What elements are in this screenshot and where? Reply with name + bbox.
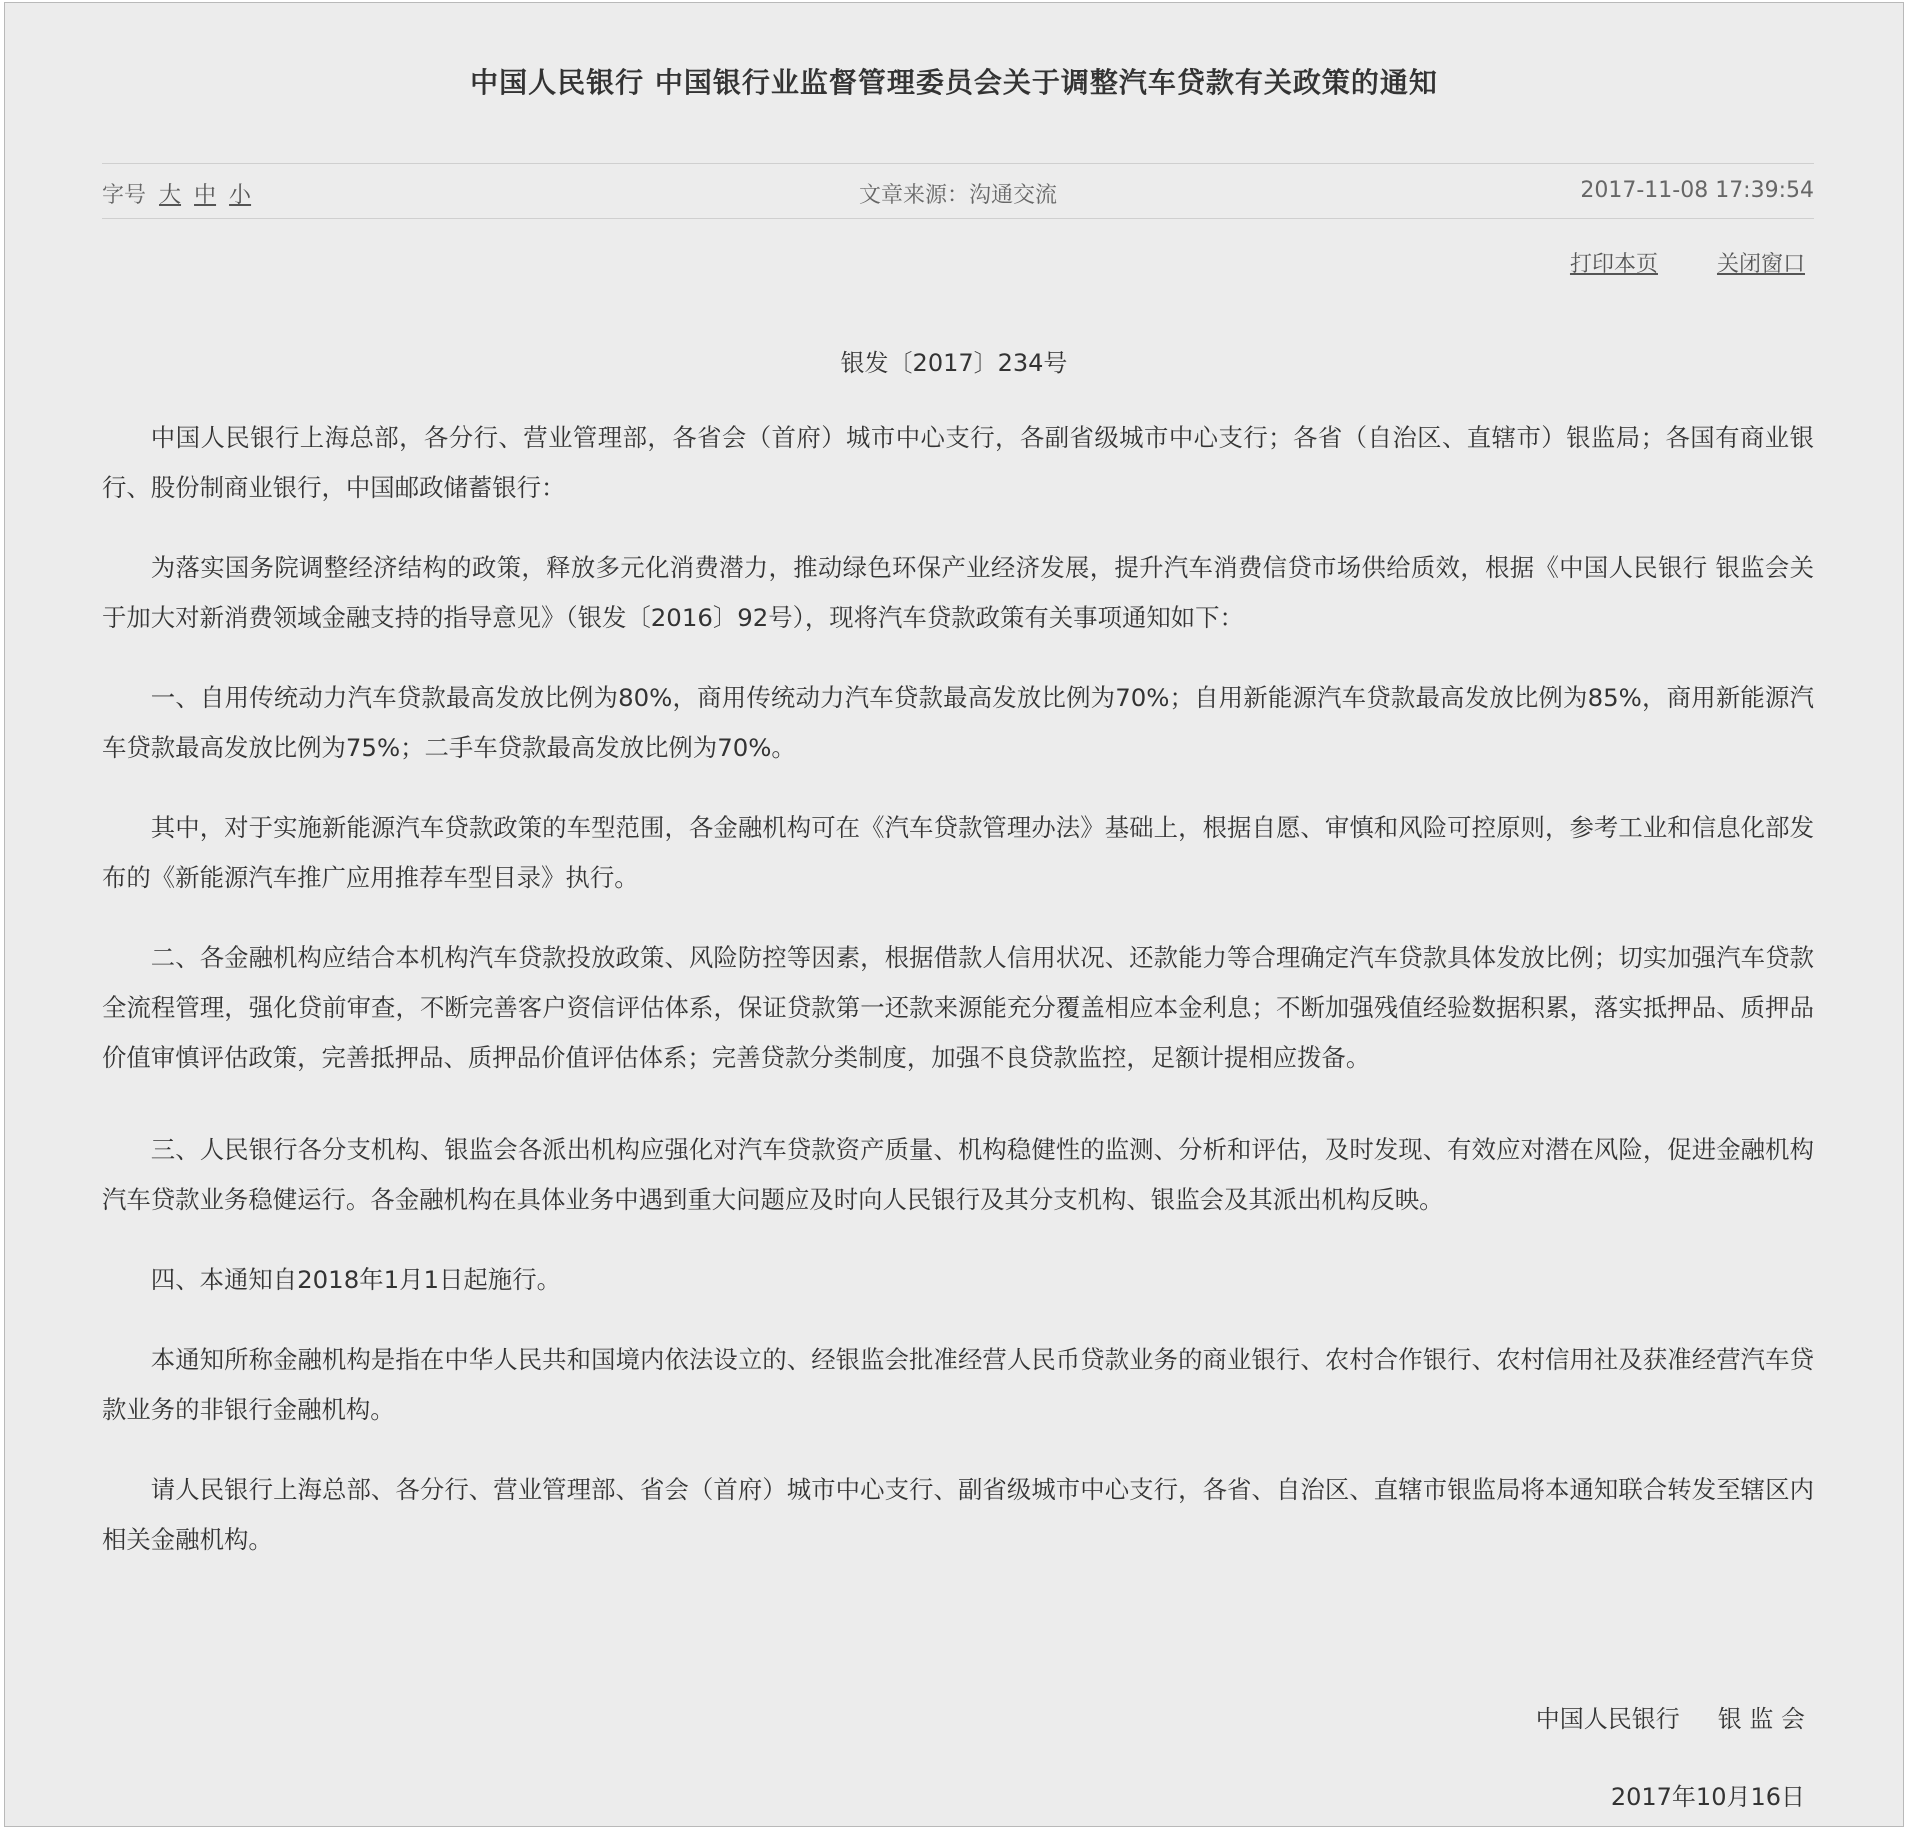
paragraph-item-4: 四、本通知自2018年1月1日起施行。 — [150, 1265, 561, 1294]
paragraph-item-3: 三、人民银行各分支机构、银监会各派出机构应强化对汽车贷款资产质量、机构稳健性的监测、分析和评估，及时发现、有效应对潜在风险，促进金融机构汽车贷款业务稳健运行。各金融机构在具体业务中遇到重大问题应及时向人民银行及其分支机构、银监会及其派出机构反映。 — [102, 1135, 1814, 1214]
paragraph-item-1-scope: 其中，对于实施新能源汽车贷款政策的车型范围，各金融机构可在《汽车贷款管理办法》基础上，根据自愿、审慎和风险可控原则，参考工业和信息化部发布的《新能源汽车推广应用推荐车型目录》执行。 — [102, 813, 1814, 892]
signer-pboc: 中国人民银行 — [1535, 1705, 1680, 1733]
publish-timestamp: 2017-11-08 17:39:54 — [1580, 178, 1814, 203]
article-body — [102, 413, 1814, 1595]
paragraph-item-2: 二、各金融机构应结合本机构汽车贷款投放政策、风险防控等因素，根据借款人信用状况、还款能力等合理确定汽车贷款具体发放比例；切实加强汽车贷款全流程管理，强化贷前审查，不断完善客户资信评估体系，保证贷款第一还款来源能充分覆盖相应本金利息；不断加强残值经验数据积累，落实抵押品、质押品价值审慎评估政策，完善抵押品、质押品价值评估体系；完善贷款分类制度，加强不良贷款监控，足额计提相应拨备。 — [102, 943, 1814, 1072]
article-panel — [4, 2, 1904, 1827]
paragraph-forwarding: 请人民银行上海总部、各分行、营业管理部、省会（首府）城市中心支行、副省级城市中心支行，各省、自治区、直辖市银监局将本通知联合转发至辖区内相关金融机构。 — [102, 1475, 1814, 1554]
signer-cbrc: 银 监 会 — [1717, 1705, 1805, 1733]
close-window-link[interactable]: 关闭窗口 — [1716, 252, 1805, 277]
paragraph-item-1: 一、自用传统动力汽车贷款最高发放比例为80%，商用传统动力汽车贷款最高发放比例为70%；自用新能源汽车贷款最高发放比例为85%，商用新能源汽车贷款最高发放比例为75%；二手车贷款最高发放比例为70%。 — [102, 683, 1814, 762]
print-page-link[interactable]: 打印本页 — [1569, 252, 1658, 277]
signer-line — [1536, 1699, 1805, 1734]
font-size-label: 字号 — [102, 183, 147, 208]
paragraph-addressees: 中国人民银行上海总部，各分行、营业管理部，各省会（首府）城市中心支行，各副省级城市中心支行；各省（自治区、直辖市）银监局；各国有商业银行、股份制商业银行，中国邮政储蓄银行： — [102, 423, 1814, 502]
paragraph-definition: 本通知所称金融机构是指在中华人民共和国境内依法设立的、经银监会批准经营人民币贷款业务的商业银行、农村合作银行、农村信用社及获准经营汽车贷款业务的非银行金融机构。 — [102, 1345, 1814, 1424]
signature-date: 2017年10月16日 — [1610, 1783, 1805, 1811]
article-title: 中国人民银行 中国银行业监督管理委员会关于调整汽车贷款有关政策的通知 — [470, 66, 1438, 99]
font-size-large-link[interactable]: 大 — [159, 183, 182, 208]
document-number: 银发〔2017〕234号 — [840, 349, 1068, 377]
paragraph-preamble: 为落实国务院调整经济结构的政策，释放多元化消费潜力，推动绿色环保产业经济发展，提升汽车消费信贷市场供给质效，根据《中国人民银行 银监会关于加大对新消费领域金融支持的指导意见》（银发〔2016〕92号），现将汽车贷款政策有关事项通知如下： — [102, 553, 1814, 632]
font-size-small-link[interactable]: 小 — [229, 183, 252, 208]
article-meta-bar — [102, 163, 1814, 219]
article-source: 文章来源：沟通交流 — [858, 183, 1057, 208]
font-size-medium-link[interactable]: 中 — [194, 183, 217, 208]
article-actions — [1518, 247, 1805, 278]
